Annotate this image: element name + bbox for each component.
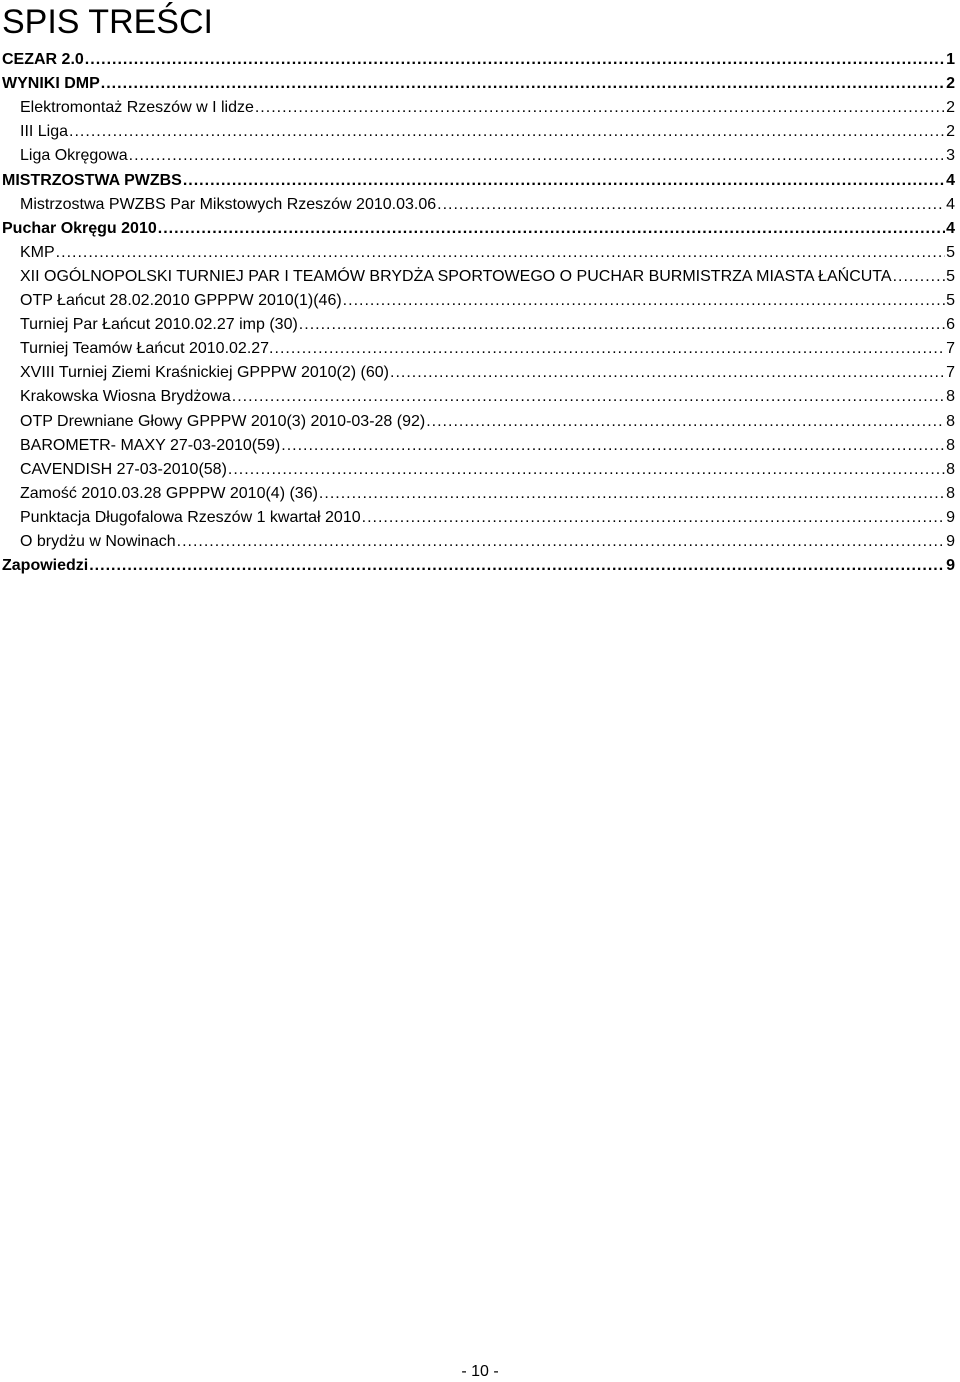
toc-entry[interactable]	[0, 167, 955, 191]
toc-entry-page-number: 8	[946, 484, 955, 502]
page-number-footer: - 10 -	[461, 1363, 499, 1380]
toc-entry-label: OTP Drewniane Głowy GPPPW 2010(3) 2010-03-28 (92)	[20, 412, 426, 430]
toc-entry-page-number: 8	[946, 388, 955, 406]
toc-entry-label: MISTRZOSTWA PWZBS	[2, 171, 182, 189]
toc-dot-leader	[232, 387, 945, 407]
toc-entry[interactable]	[0, 311, 955, 335]
toc-entry-page-number: 5	[946, 243, 955, 261]
toc-entry-page-number: 4	[946, 171, 955, 189]
toc-entry-page-number: 6	[946, 316, 955, 334]
toc-entry-page-number: 9	[946, 533, 955, 550]
toc-dot-leader	[299, 315, 945, 335]
toc-entry-label: Turniej Par Łańcut 2010.02.27 imp (30)	[20, 316, 298, 334]
toc-entry-label: Liga Okręgowa	[20, 147, 128, 165]
toc-entry-page-number: 8	[946, 412, 955, 430]
toc-dot-leader	[69, 122, 945, 142]
toc-dot-leader	[85, 50, 945, 70]
toc-entry[interactable]	[0, 287, 955, 311]
toc-entry[interactable]	[0, 456, 955, 480]
toc-entry-page-number: 5	[946, 292, 955, 309]
toc-dot-leader	[275, 339, 946, 359]
toc-entry-label: Mistrzostwa PWZBS Par Mikstowych Rzeszów 2010.03.06	[20, 195, 437, 213]
toc-entry-page-number: 2	[946, 75, 955, 93]
toc-entry[interactable]	[0, 480, 955, 504]
toc-entry[interactable]	[0, 94, 955, 118]
toc-entry[interactable]	[0, 528, 955, 552]
toc-dot-leader	[893, 267, 946, 287]
toc-entry-label: Zapowiedzi	[2, 557, 89, 575]
toc-entry[interactable]	[0, 432, 955, 456]
toc-entry-label: Turniej Teamów Łańcut 2010.02.27.	[20, 340, 274, 358]
toc-dot-leader	[362, 508, 945, 528]
toc-dot-leader	[129, 146, 945, 166]
toc-dot-leader	[101, 74, 945, 94]
toc-entry-page-number: 8	[946, 436, 955, 454]
toc-entry-page-number: 1	[946, 51, 955, 68]
toc-entry-label: Zamość 2010.03.28 GPPPW 2010(4) (36)	[20, 484, 318, 502]
toc-entry-label: CEZAR 2.0	[2, 51, 84, 68]
toc-entry-label: BAROMETR- MAXY 27-03-2010(59)	[20, 436, 281, 454]
toc-entry-label: Krakowska Wiosna Brydżowa	[20, 388, 231, 406]
toc-dot-leader	[343, 291, 945, 311]
toc-entry-page-number: 9	[946, 508, 955, 526]
toc-entry[interactable]	[0, 239, 955, 263]
toc-entry[interactable]	[0, 118, 955, 142]
toc-entry-page-number: 8	[946, 460, 955, 478]
toc-entry-label: Elektromontaż Rzeszów w I lidze	[20, 99, 254, 117]
toc-dot-leader	[56, 243, 945, 263]
page-title: SPIS TREŚCI	[2, 3, 213, 41]
toc-entry[interactable]	[0, 383, 955, 407]
toc-dot-leader	[281, 436, 945, 456]
toc-entry-page-number: 7	[946, 340, 955, 358]
toc-entry[interactable]	[0, 552, 955, 576]
toc-entry[interactable]	[0, 191, 955, 215]
toc-dot-leader	[255, 98, 945, 118]
toc-entry-label: WYNIKI DMP	[2, 75, 100, 93]
toc-entry[interactable]	[0, 46, 955, 70]
toc-entry-page-number: 3	[946, 147, 955, 165]
toc-dot-leader	[177, 532, 945, 552]
toc-dot-leader	[158, 219, 945, 239]
toc-entry-label: CAVENDISH 27-03-2010(58)	[20, 460, 227, 478]
toc-entry-label: OTP Łańcut 28.02.2010 GPPPW 2010(1)(46)	[20, 292, 342, 309]
toc-entry-page-number: 9	[946, 557, 955, 575]
toc-entry-label: Puchar Okręgu 2010	[2, 219, 157, 237]
toc-entry[interactable]	[0, 142, 955, 166]
toc-entry-page-number: 7	[946, 364, 955, 382]
toc-dot-leader	[437, 195, 945, 215]
toc-dot-leader	[426, 412, 945, 432]
toc-entry-label: KMP	[20, 243, 55, 261]
toc-entry-label: XII OGÓLNOPOLSKI TURNIEJ PAR I TEAMÓW BRYDŻA SPORTOWEGO O PUCHAR BURMISTRZA MIASTA ŁAŃCUTA	[20, 267, 892, 285]
toc-dot-leader	[390, 363, 945, 383]
toc-entry[interactable]	[0, 215, 955, 239]
toc-entry-page-number: 4	[946, 195, 955, 213]
toc-entry-label: XVIII Turniej Ziemi Kraśnickiej GPPPW 2010(2) (60)	[20, 364, 390, 382]
toc-entry-page-number: 2	[946, 99, 955, 117]
toc-dot-leader	[228, 460, 945, 480]
toc-entry-page-number: 5	[946, 267, 955, 285]
toc-entry-label: O brydżu w Nowinach	[20, 533, 176, 550]
toc-entry[interactable]	[0, 70, 955, 94]
toc-dot-leader	[319, 484, 945, 504]
toc-entry[interactable]	[0, 408, 955, 432]
toc-dot-leader	[183, 171, 945, 191]
toc-entry[interactable]	[0, 263, 955, 287]
toc-dot-leader	[89, 556, 945, 576]
toc-entry[interactable]	[0, 504, 955, 528]
toc-entry-label: Punktacja Długofalowa Rzeszów 1 kwartał 2010	[20, 508, 361, 526]
toc-entry-label: III Liga	[20, 123, 69, 141]
toc-entry-page-number: 4	[946, 219, 955, 237]
toc-entry-page-number: 2	[946, 123, 955, 141]
toc-entry[interactable]	[0, 335, 955, 359]
toc-entry[interactable]	[0, 359, 955, 383]
